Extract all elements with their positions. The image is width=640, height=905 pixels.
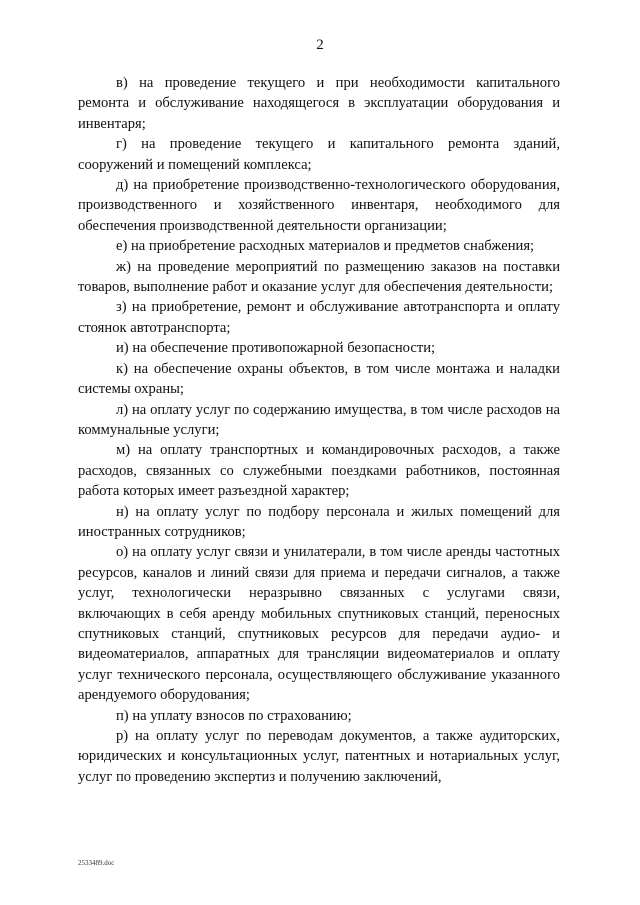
paragraph-r: р) на оплату услуг по переводам документов, а также аудиторских, юридических и консультационных услуг, патентных и нотариальных услуг, услуг по проведению экспертиз и получению заключений, [78, 728, 560, 785]
paragraph-n: н) на оплату услуг по подбору персонала и жилых помещений для иностранных сотрудников; [78, 503, 560, 540]
paragraph-g: г) на проведение текущего и капитального ремонта зданий, сооружений и помещений комплекса; [78, 136, 560, 173]
paragraph-z: з) на приобретение, ремонт и обслуживание автотранспорта и оплату стоянок автотранспорта; [78, 299, 560, 336]
paragraph-l: л) на оплату услуг по содержанию имущества, в том числе расходов на коммунальные услуги; [78, 401, 560, 438]
paragraph-v: в) на проведение текущего и при необходимости капитального ремонта и обслуживание находящегося в эксплуатации оборудования и инвентаря; [78, 75, 560, 132]
page-number: 2 [316, 37, 324, 53]
paragraph-m: м) на оплату транспортных и командировочных расходов, а также расходов, связанных со служебными поездками работников, постоянная работа которых имеет разъездной характер; [78, 442, 560, 500]
paragraph-o: о) на оплату услуг связи и унилатерали, в том числе аренды частотных ресурсов, каналов и линий связи для приема и передачи сигналов, а также услуг, технологически неразрывно связанных с услугами связи, включающих в себя аренду мобильных спутниковых станций, переносных спутниковых станций, спутниковых ресурсов для передачи аудио- и видеоматериалов, аппаратных для трансляции видеоматериалов и оплату услуг технического персонала, осуществляющего обслуживание указанного арендуемого оборудования; [78, 544, 560, 704]
document-body [78, 73, 560, 787]
paragraph-zh: ж) на проведение мероприятий по размещению заказов на поставки товаров, выполнение работ и оказание услуг для обеспечения деятельности; [78, 258, 560, 296]
paragraph-i: и) на обеспечение противопожарной безопасности; [116, 340, 436, 357]
paragraph-d: д) на приобретение производственно-технологического оборудования, производственного и хозяйственного инвентаря, необходимого для обеспечения производственной деятельности организации; [78, 177, 560, 234]
footer-file-code: 2533489.doc [78, 859, 115, 867]
paragraph-e: е) на приобретение расходных материалов и предметов снабжения; [116, 238, 535, 255]
paragraph-p: п) на уплату взносов по страхованию; [116, 707, 352, 724]
paragraph-k: к) на обеспечение охраны объектов, в том числе монтажа и наладки системы охраны; [78, 360, 560, 398]
